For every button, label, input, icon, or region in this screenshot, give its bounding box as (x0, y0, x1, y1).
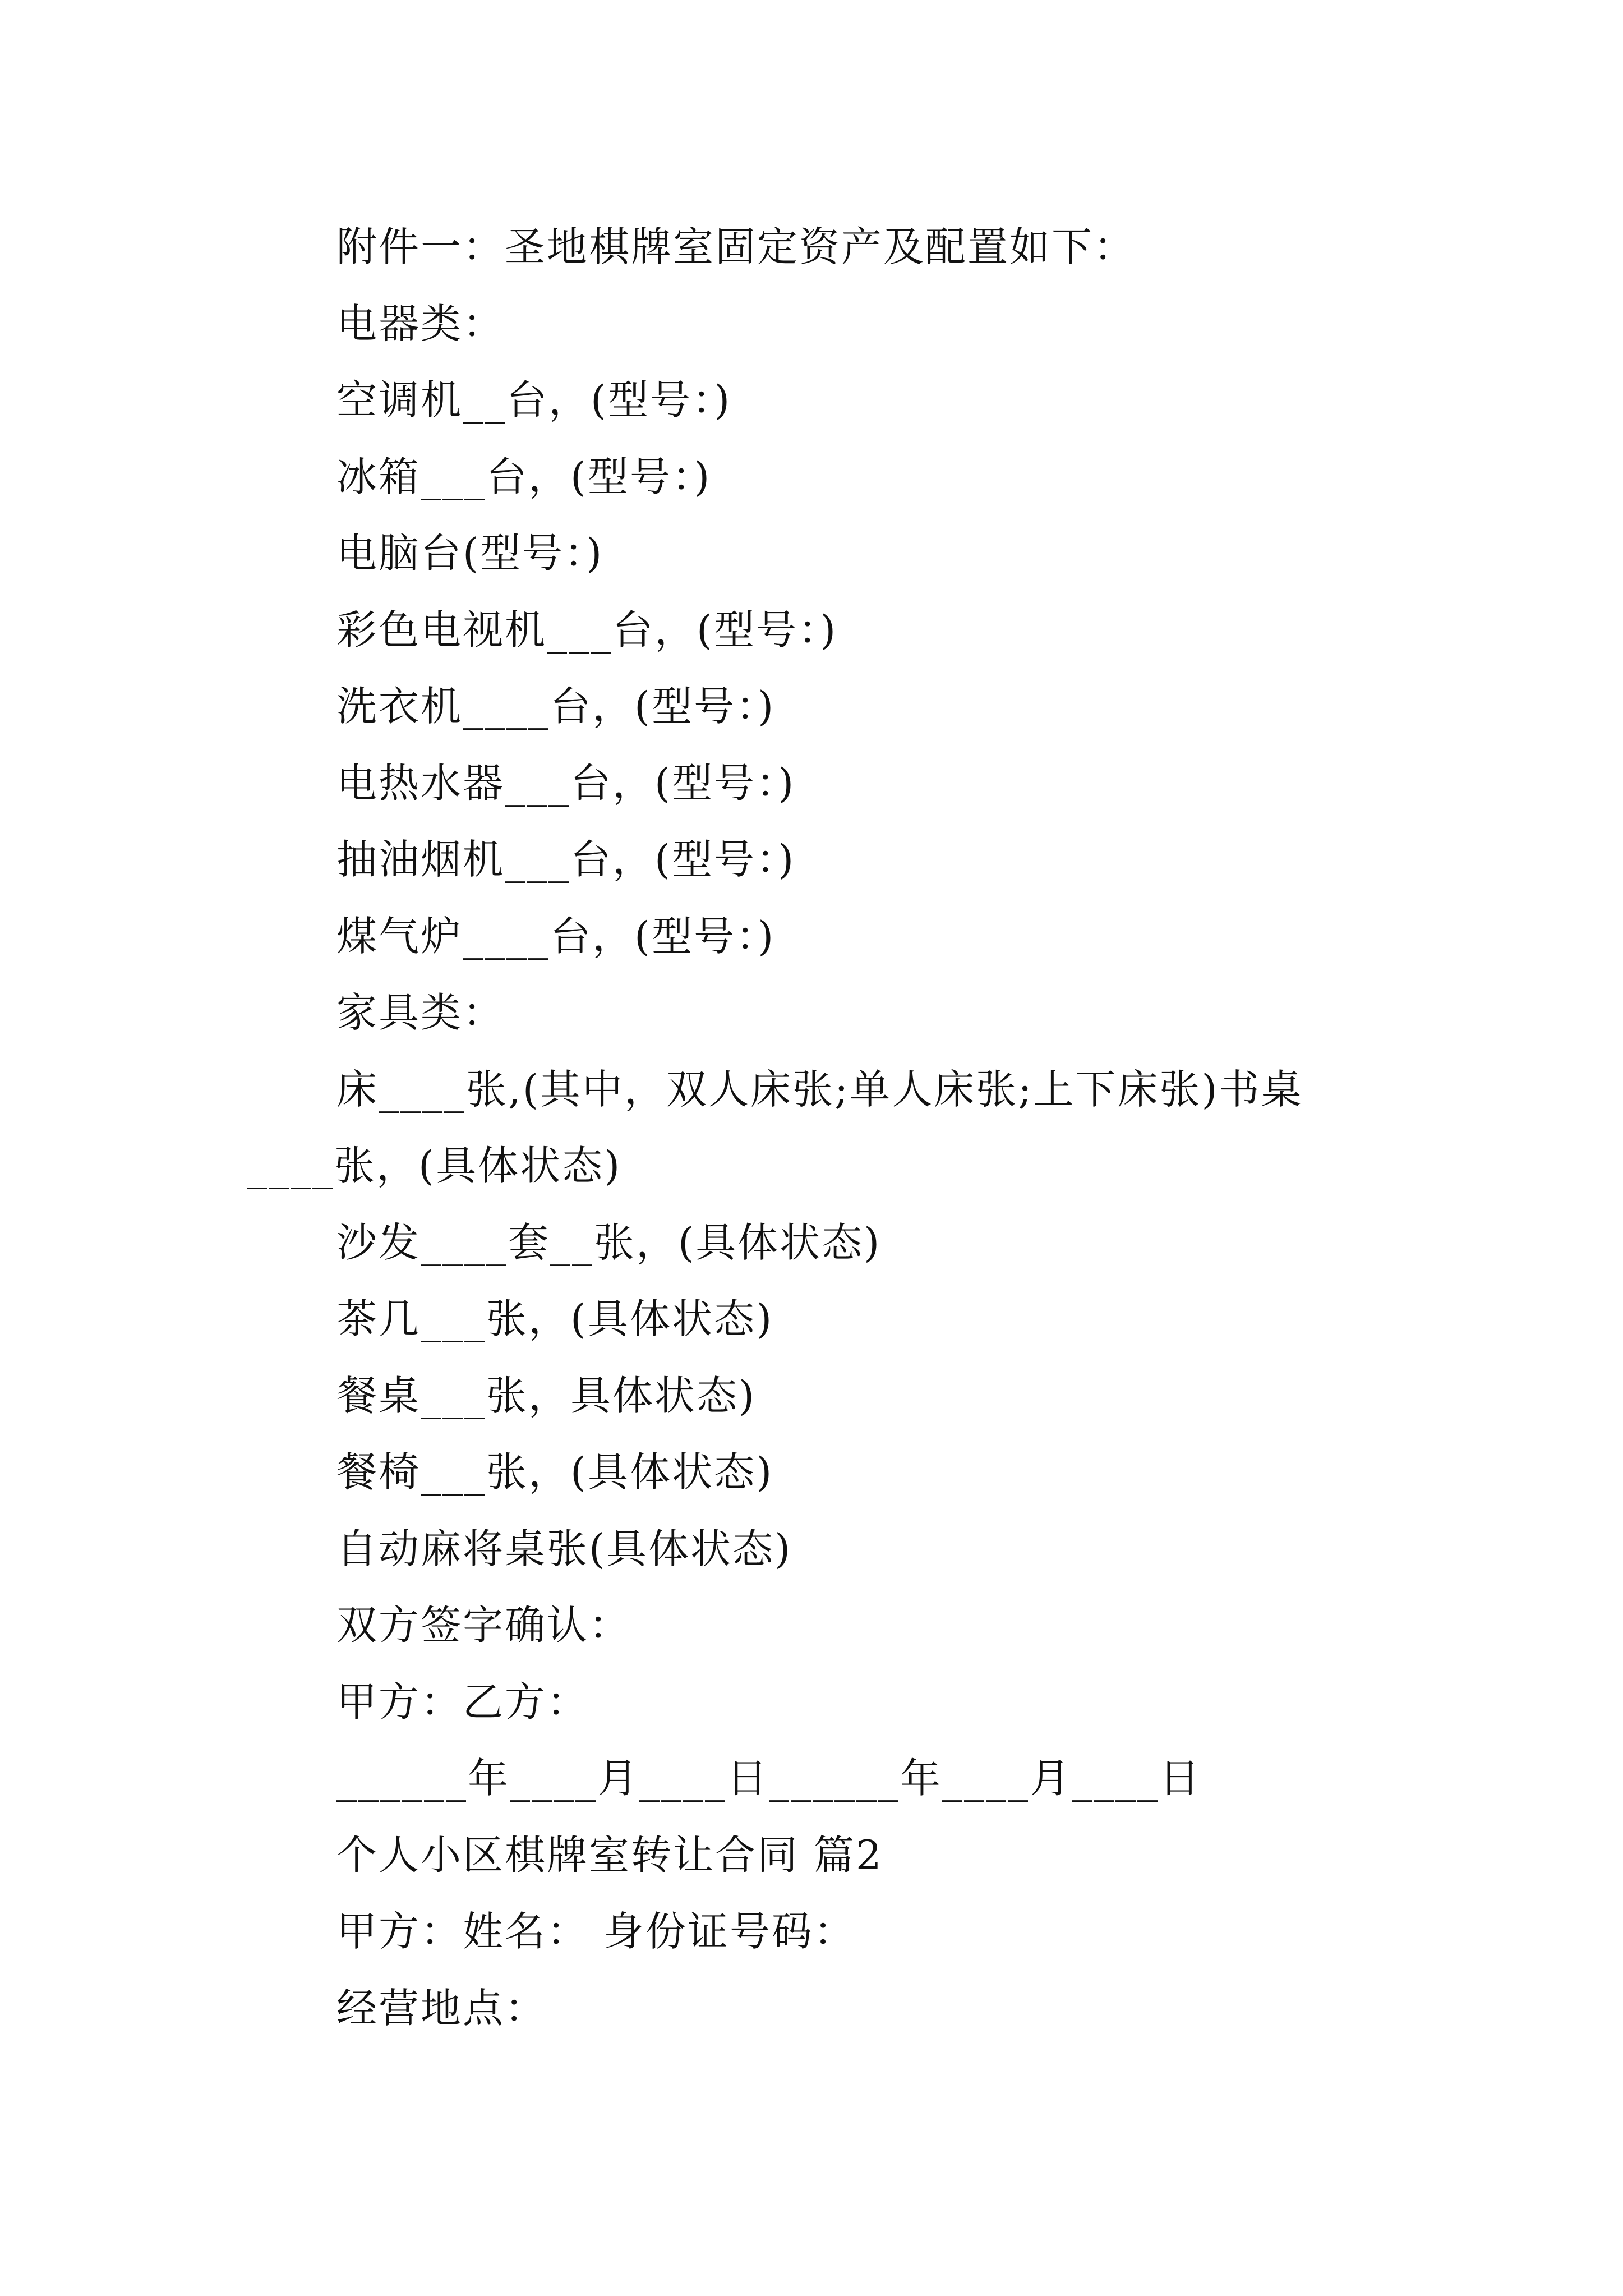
section-appliances: 电器类： (336, 300, 505, 347)
item-washing-machine: 洗衣机____台，(型号：) (336, 683, 776, 730)
item-color-tv: 彩色电视机___台，(型号：) (336, 606, 838, 654)
item-dining-table: 餐桌___张，具体状态) (336, 1372, 757, 1419)
item-refrigerator: 冰箱___台，(型号：) (336, 453, 712, 500)
item-beds-desk: 床____张,(其中，双人床张;单人床张;上下床张)书桌 (336, 1065, 1303, 1113)
document-body (247, 209, 1402, 2046)
item-range-hood: 抽油烟机___台，(型号：) (336, 836, 796, 883)
item-air-conditioner: 空调机__台，(型号：) (336, 376, 732, 424)
item-mahjong-table: 自动麻将桌张(具体状态) (336, 1525, 792, 1572)
item-dining-chairs: 餐椅___张，(具体状态) (336, 1448, 774, 1496)
business-location: 经营地点： (336, 1984, 547, 2032)
party-labels: 甲方：乙方： (336, 1678, 589, 1726)
contract-title-part-2: 个人小区棋牌室转让合同 篇2 (336, 1831, 883, 1879)
item-sofa: 沙发____套__张，(具体状态) (336, 1218, 882, 1266)
signature-dates: ______年____月____日______年____月____日 (336, 1755, 1202, 1802)
item-computer: 电脑台(型号：) (336, 530, 604, 577)
section-furniture: 家具类： (336, 989, 505, 1036)
item-beds-desk-continued: ____张，(具体状态) (247, 1142, 622, 1189)
item-tea-table: 茶几___张，(具体状态) (336, 1295, 774, 1342)
party-a-identity: 甲方：姓名： 身份证号码： (336, 1908, 856, 1955)
attachment-heading: 附件一：圣地棋牌室固定资产及配置如下： (336, 223, 1136, 270)
signature-confirmation: 双方签字确认： (336, 1602, 631, 1649)
item-water-heater: 电热水器___台，(型号：) (336, 759, 796, 807)
item-gas-stove: 煤气炉____台，(型号：) (336, 912, 776, 960)
